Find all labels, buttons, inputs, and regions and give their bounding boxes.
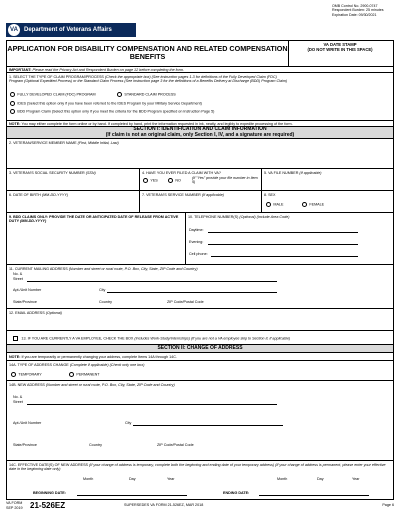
footer-page-number: Page 6: [382, 503, 394, 507]
address-country-label: Country: [99, 300, 112, 304]
address-zip-label: ZIP Code/Postal Code: [167, 300, 204, 304]
address-city-input[interactable]: [107, 292, 277, 293]
cell-input[interactable]: [211, 256, 358, 257]
address-change-type-row: [7, 361, 393, 381]
section1-title: SECTION I: IDENTIFICATION AND CLAIM INFORMATION: [133, 126, 267, 132]
end-day-label: Day: [317, 477, 324, 481]
end-year-label: Year: [352, 477, 360, 481]
sex-label: 8. SEX: [264, 193, 276, 197]
filed-label: 4. HAVE YOU EVER FILED A CLAIM WITH VA?: [142, 171, 221, 175]
email-note: (Optional): [45, 311, 62, 315]
address-city-label: City: [99, 288, 106, 292]
bdd-label: BDD Program Claim (Select this option only if you meet the criteria for the BDD Program specified on Instruction Page 5): [17, 109, 215, 114]
phone-note: (Optional) (Include Area Code): [239, 215, 290, 219]
service-number-note: (If applicable): [201, 193, 225, 197]
change-type-note: (Complete if applicable) (Check only one box): [69, 363, 145, 367]
claim-type-row: [7, 73, 393, 121]
va-employee-checkbox[interactable]: [13, 336, 18, 341]
va-employee-row: [7, 331, 393, 345]
name-row[interactable]: [7, 139, 393, 169]
section1-subtitle: (If claim is not an original claim, only Section I, IV, and a signature are required): [105, 131, 295, 138]
important-text: [9, 68, 184, 72]
begin-day-label: Day: [129, 477, 136, 481]
form-footer: [6, 500, 394, 516]
dob-row: [7, 191, 393, 213]
claim-type-label: [9, 75, 291, 84]
new-address-state-label: State/Province: [13, 443, 37, 447]
omb-expiration: Expiration Date: 09/30/2021: [332, 12, 377, 17]
bdd-date-note: (MM-DD-YYYY): [20, 219, 47, 224]
ides-option[interactable]: [10, 101, 370, 106]
section2-note-lead: NOTE:: [9, 355, 21, 359]
new-address-zip-label: ZIP Code/Postal Code: [157, 443, 194, 447]
claim-type-note: (Check the appropriate box) (See instruction pages 1-3 for definitions of the Fully Developed Claim (FDC) Program (Optional Expedited Process) or the Standard Claim Process (See instruction page 3 for the definitions of a Benefits Delivery at Discharge (BDD) Program Claim): [9, 75, 288, 84]
section2-note-body: If you are temporarily or permanently changing your address, complete Items 14A through 14C.: [21, 355, 177, 359]
bdd-phone-row: [7, 213, 393, 265]
dob-note: (MM-DD-YYYY): [41, 193, 69, 197]
change-type-label: [9, 363, 144, 367]
phone-title: 10. TELEPHONE NUMBER(S): [188, 215, 239, 219]
sex-male-label: MALE: [273, 202, 284, 207]
name-label: [9, 141, 119, 145]
daytime-label: Daytime:: [189, 228, 204, 232]
footer-form-label: VA FORM: [6, 501, 23, 505]
phone-label: [188, 215, 289, 219]
service-number-label: [142, 193, 224, 197]
new-address-city-input[interactable]: [133, 425, 283, 426]
sex-female-radio[interactable]: [302, 202, 307, 207]
file-number-cell[interactable]: [261, 169, 393, 190]
address-street-label: Street: [13, 277, 23, 281]
email-row[interactable]: [7, 309, 393, 331]
permanent-label: PERMANENT: [76, 372, 100, 377]
filed-no-label: NO: [175, 178, 181, 183]
beginning-date-input[interactable]: [77, 495, 187, 496]
filed-yes[interactable]: [143, 178, 158, 183]
filed-no[interactable]: [168, 178, 181, 183]
title-row: [7, 41, 393, 67]
section2-note-row: [7, 353, 393, 361]
agency-name: Department of Veterans Affairs: [24, 27, 112, 33]
section2-note: [9, 355, 177, 359]
ssn-note: (SSN): [85, 171, 96, 175]
va-employee-label: 13. IF YOU ARE CURRENTLY A VA EMPLOYEE, CHECK THE BOX: [21, 336, 134, 341]
form-body: [6, 40, 394, 500]
email-title: 12. EMAIL ADDRESS: [9, 311, 45, 315]
address-street-input[interactable]: [27, 281, 277, 282]
new-address-street-input[interactable]: [27, 404, 277, 405]
bdd-date-label: [9, 215, 181, 224]
sex-cell: [261, 191, 393, 212]
beginning-date-label: BEGINNING DATE:: [33, 491, 66, 495]
va-header-banner: [6, 23, 136, 37]
claim-type-title: 1. SELECT THE TYPE OF CLAIM PROGRAM/PROCESS: [9, 75, 104, 79]
va-date-stamp: [287, 41, 393, 67]
new-address-row: [7, 381, 393, 461]
ssn-title: 3. VETERAN'S SOCIAL SECURITY NUMBER: [9, 171, 85, 175]
filed-yes-label: YES: [150, 178, 158, 183]
permanent-option[interactable]: [69, 372, 100, 377]
va-employee-option[interactable]: [13, 336, 290, 341]
sex-male[interactable]: [266, 202, 283, 207]
evening-input[interactable]: [208, 244, 358, 245]
address-state-label: State/Province: [13, 300, 37, 304]
phone-cell: [185, 213, 393, 264]
begin-month-label: Month: [83, 477, 94, 481]
dob-cell[interactable]: [7, 191, 139, 212]
va-employee-note: (Includes Work-Study/Internships) (If you are not a VA employee skip to Section II, if applicable): [134, 336, 291, 341]
new-address-country-label: Country: [89, 443, 102, 447]
standard-option[interactable]: [117, 92, 176, 97]
bdd-date-title: 9. BDD CLAIMS ONLY: PROVIDE THE DATE OR ANTICIPATED DATE OF RELEASE FROM ACTIVE DUTY: [9, 215, 179, 224]
stamp-note: (DO NOT WRITE IN THIS SPACE): [307, 46, 373, 52]
new-address-street-label: Street: [13, 400, 23, 404]
file-number-label: [264, 171, 322, 175]
filed-no-radio[interactable]: [168, 178, 173, 183]
va-seal-icon: VA: [8, 24, 20, 36]
ides-label: IDES (Select this option only if you have been referred to the IDES Program by your Military Service Department): [17, 101, 202, 106]
new-address-label: [9, 383, 175, 387]
important-lead: IMPORTANT:: [9, 68, 32, 72]
standard-label: STANDARD CLAIM PROCESS: [124, 92, 176, 97]
effective-date-label: [9, 463, 389, 472]
sex-female-label: FEMALE: [309, 202, 325, 207]
ssn-cell[interactable]: [7, 169, 139, 190]
bdd-date-cell[interactable]: [7, 213, 185, 264]
filed-yes-radio[interactable]: [143, 178, 148, 183]
ides-radio[interactable]: [10, 101, 15, 106]
address-note: (Number and street or rural route, P.O. Box, City, State, ZIP Code and Country): [68, 267, 198, 271]
evening-label: Evening:: [189, 240, 204, 244]
name-note: (First, Middle Initial, Last): [77, 141, 119, 145]
name-title: 2. VETERAN/SERVICE MEMBER NAME: [9, 141, 77, 145]
new-address-apt-label: Apt./Unit Number: [13, 421, 42, 425]
temporary-radio[interactable]: [11, 372, 16, 377]
ssn-label: [9, 171, 96, 175]
service-number-cell[interactable]: [139, 191, 261, 212]
sex-male-radio[interactable]: [266, 202, 271, 207]
omb-burden: Respondent Burden: 25 minutes: [332, 8, 384, 13]
note-body: You may either complete the form online or by hand. If completed by hand, print the information requested in ink, neatly, and legibly to expedite processing of the form.: [21, 122, 293, 126]
new-address-note: (Number and street or rural route, P.O. Box, City, State, ZIP Code and Country): [45, 383, 175, 387]
fdc-option[interactable]: [10, 92, 96, 97]
address-no-label: No. &: [13, 272, 23, 276]
bdd-radio[interactable]: [10, 109, 15, 114]
effective-date-title: 14C. EFFECTIVE DATE(S) OF NEW ADDRESS: [9, 463, 89, 467]
form-title: APPLICATION FOR DISABILITY COMPENSATION AND RELATED COMPENSATION BENEFITS: [7, 41, 289, 67]
section1-header: [7, 127, 393, 139]
important-body: Please read the Privacy Act and Respondent Burden on page 12 before completing the form.: [32, 68, 185, 72]
new-address-no-label: No. &: [13, 395, 23, 399]
footer-form-date: SEP 2019: [6, 506, 23, 510]
dob-label: [9, 193, 68, 197]
omb-control: OMB Control No. 2900-0747: [332, 4, 378, 8]
note-lead: NOTE:: [9, 122, 21, 126]
daytime-input[interactable]: [208, 232, 358, 233]
cell-label: Cell phone:: [189, 252, 208, 256]
sex-female[interactable]: [302, 202, 324, 207]
section2-title: SECTION II: CHANGE OF ADDRESS: [157, 345, 243, 351]
new-address-title: 14B. NEW ADDRESS: [9, 383, 45, 387]
begin-year-label: Year: [167, 477, 175, 481]
address-label: [9, 267, 198, 271]
address-apt-label: Apt./Unit Number: [13, 288, 42, 292]
ending-date-label: ENDING DATE:: [223, 491, 250, 495]
fdc-label: FULLY DEVELOPED CLAIM (FDC) PROGRAM: [17, 92, 96, 97]
stamp-title: VA DATE STAMP: [323, 42, 357, 47]
temporary-label: TEMPORARY: [18, 372, 42, 377]
permanent-radio[interactable]: [69, 372, 74, 377]
ssn-row: [7, 169, 393, 191]
footer-form-number: 21-526EZ: [30, 501, 66, 510]
address-title: 11. CURRENT MAILING ADDRESS: [9, 267, 68, 271]
end-month-label: Month: [277, 477, 288, 481]
mailing-address-row: [7, 265, 393, 309]
bdd-option[interactable]: [10, 109, 250, 114]
effective-date-note: (If your change of address is temporary, complete both the beginning and ending date of your temporary address) (If your change of address is permanent, please enter your effective date in the beginning date only): [9, 463, 386, 472]
email-label: [9, 311, 62, 315]
footer-supersedes: SUPERSEDES VA FORM 21-526EZ, MAR 2018: [124, 503, 204, 507]
dob-title: 6. DATE OF BIRTH: [9, 193, 41, 197]
fdc-radio[interactable]: [10, 92, 15, 97]
service-number-title: 7. VETERAN'S SERVICE NUMBER: [142, 193, 201, 197]
filed-cell: [139, 169, 261, 190]
file-number-note: (If applicable): [299, 171, 322, 175]
standard-radio[interactable]: [117, 92, 122, 97]
file-number-title: 5. VA FILE NUMBER: [264, 171, 299, 175]
omb-block: [332, 4, 392, 17]
effective-date-row: [7, 461, 393, 501]
temporary-option[interactable]: [11, 372, 42, 377]
change-type-title: 14A. TYPE OF ADDRESS CHANGE: [9, 363, 69, 367]
new-address-city-label: City: [125, 421, 132, 425]
ending-date-input[interactable]: [259, 495, 369, 496]
filed-note: (If "Yes" provide your file number in Item 5): [192, 176, 258, 185]
section2-header: [7, 345, 393, 353]
